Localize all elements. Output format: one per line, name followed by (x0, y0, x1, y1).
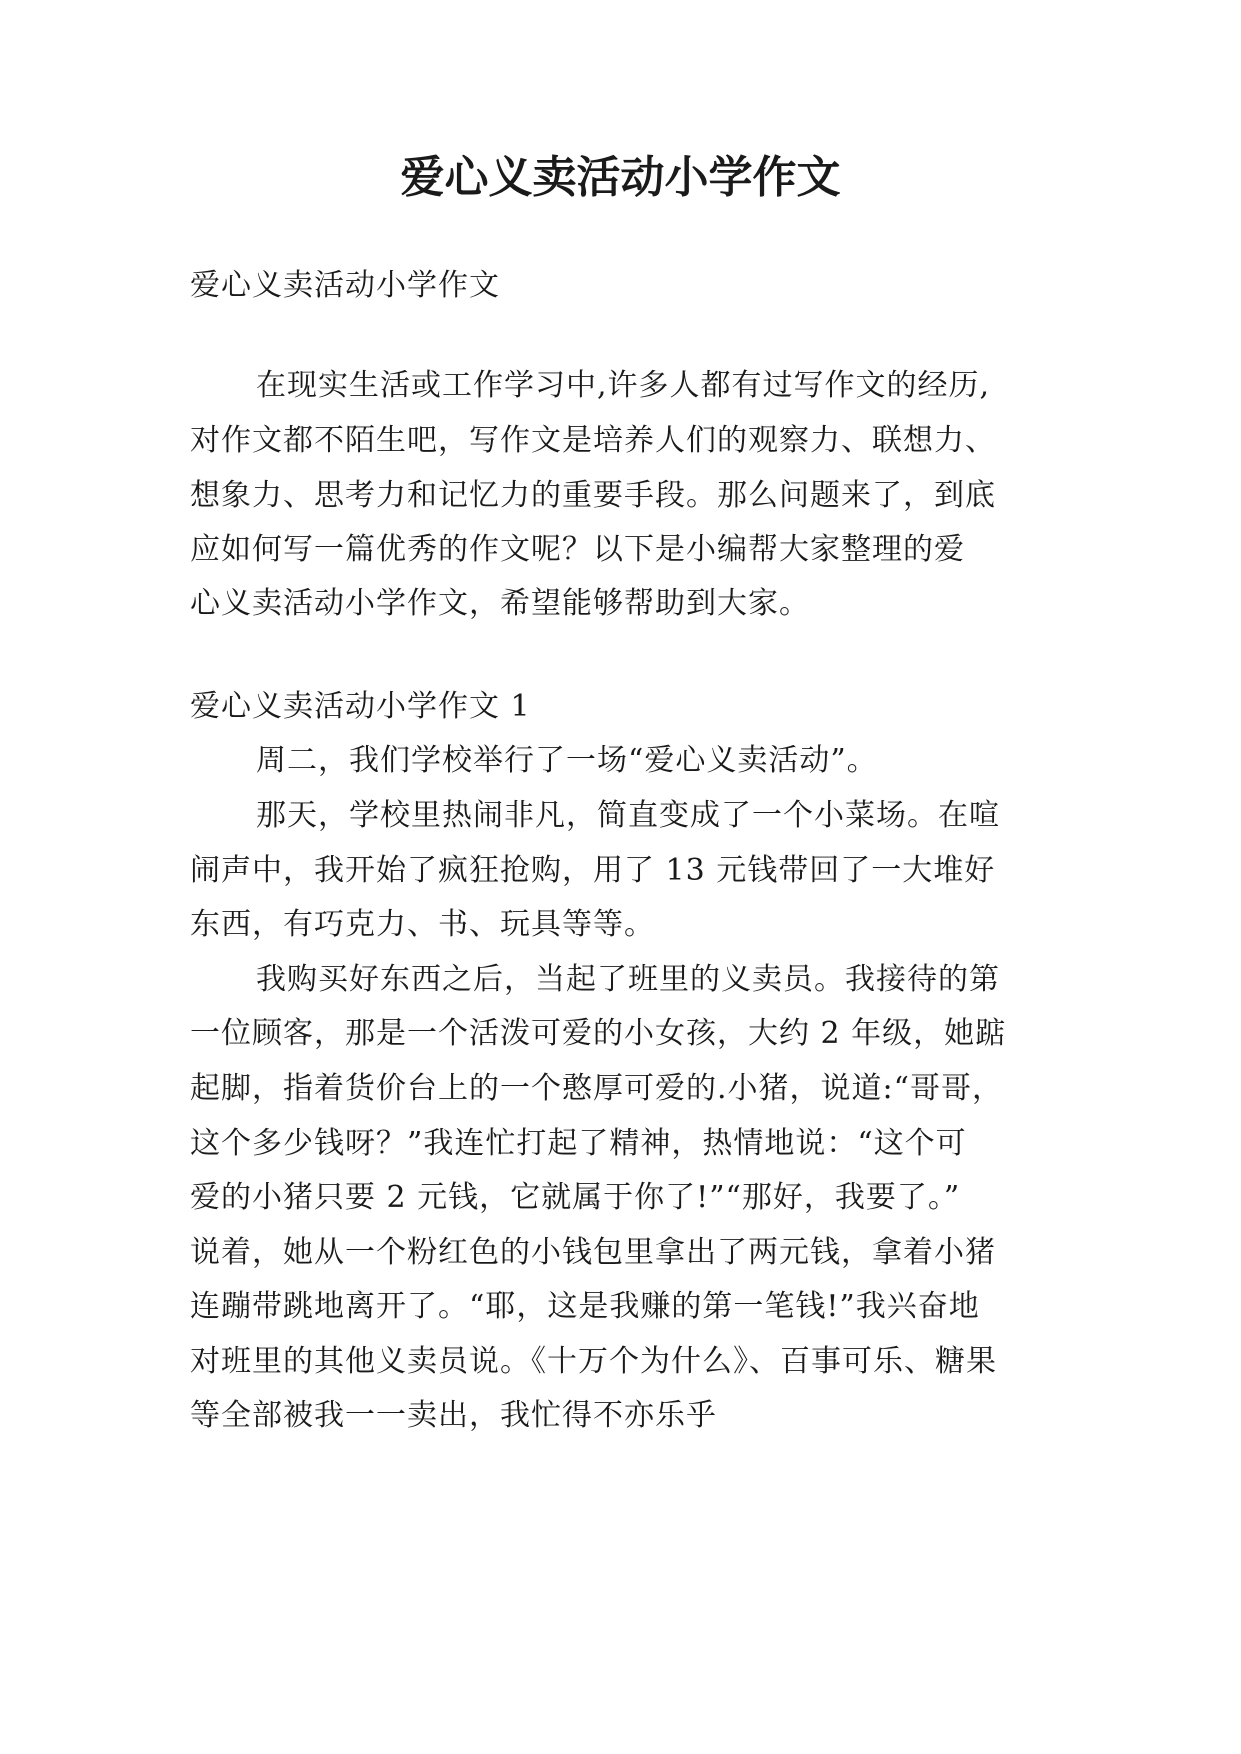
document-title: 爱心义卖活动小学作文 (400, 152, 841, 203)
section-heading: 爱心义卖活动小学作文 1 (190, 689, 531, 724)
document-subtitle: 爱心义卖活动小学作文 (190, 268, 500, 303)
body-line-13: 等全部被我一一卖出，我忙得不亦乐乎 (190, 1398, 717, 1433)
body-line-7: 起脚，指着货价台上的一个憨厚可爱的.小猪，说道:“哥哥， (190, 1071, 1003, 1106)
body-line-2: 那天，学校里热闹非凡，简直变成了一个小菜场。在喧 (256, 798, 1000, 833)
body-line-1: 周二，我们学校举行了一场“爱心义卖活动”。 (256, 743, 878, 778)
body-line-9: 爱的小猪只要 2 元钱，它就属于你了!”“那好，我要了。” (190, 1180, 961, 1215)
intro-line-5: 心义卖活动小学作文，希望能够帮助到大家。 (190, 586, 810, 621)
body-line-5: 我购买好东西之后，当起了班里的义卖员。我接待的第 (256, 962, 1000, 997)
intro-line-3: 想象力、思考力和记忆力的重要手段。那么问题来了，到底 (190, 478, 996, 513)
intro-line-4: 应如何写一篇优秀的作文呢？以下是小编帮大家整理的爱 (190, 532, 965, 567)
intro-line-1: 在现实生活或工作学习中,许多人都有过写作文的经历, (256, 368, 991, 403)
intro-line-2: 对作文都不陌生吧，写作文是培养人们的观察力、联想力、 (190, 423, 996, 458)
body-line-11: 连蹦带跳地离开了。“耶，这是我赚的第一笔钱!”我兴奋地 (190, 1289, 980, 1324)
body-line-10: 说着，她从一个粉红色的小钱包里拿出了两元钱，拿着小猪 (190, 1235, 996, 1270)
body-line-6: 一位顾客，那是一个活泼可爱的小女孩，大约 2 年级，她踮 (190, 1016, 1007, 1051)
body-line-12: 对班里的其他义卖员说。《十万个为什么》、百事可乐、糖果 (190, 1344, 997, 1379)
body-line-8: 这个多少钱呀？”我连忙打起了精神，热情地说：“这个可 (190, 1126, 967, 1161)
body-line-4: 东西，有巧克力、书、玩具等等。 (190, 907, 655, 942)
body-line-3: 闹声中，我开始了疯狂抢购，用了 13 元钱带回了一大堆好 (190, 853, 996, 888)
